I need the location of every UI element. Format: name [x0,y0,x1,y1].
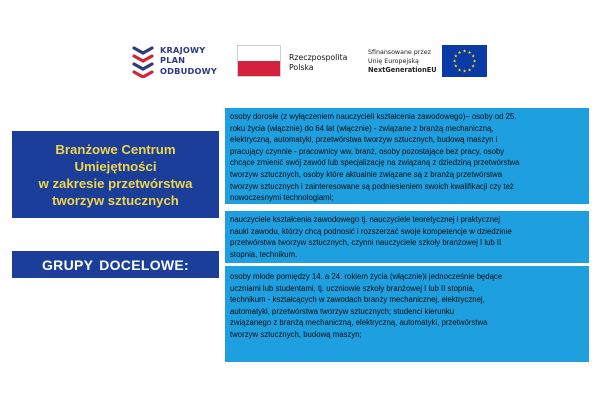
target-group-teachers: nauczyciele kształcenia zawodowego tj. nauczyciele teoretycznej i praktycznej nauki zawodu, którzy chcą podnosić i rozszerzać swoje kompetencje w dziedzinie przetwórstwa tworzyw sztucznych, czynni nauczyciele szkoły branżowej I lub II stopnia, technikum. [225,211,589,263]
logo-bar [0,0,600,100]
title-box [12,131,219,218]
page-title: Branżowe Centrum Umiejętności w zakresie przetwórstwa tworzyw sztucznych [38,141,193,208]
eu-star-icon: ★ [471,54,476,60]
target-groups-heading: GRUPY DOCELOWE: [41,256,190,273]
eu-star-icon: ★ [462,69,467,75]
target-group-adults: osoby dorosłe (z wyłączeniem nauczycieli kształcenia zawodowego)– osoby od 25. roku życia (włącznie) do 64 lat (włącznie) - związane z branżą mechaniczną, elektryczną, automatyki, przetwórstwa tworzyw sztucznych, budową maszyn i pracujący czynnie - pracownicy ww. branż, osoby pozostające bez pracy, osoby chcące zmienić swój zawód lub specjalizację na związaną z dziedziną przetwórstwa tworzyw sztucznych, osoby które aktualnie związane są z branżą przetwórstwa tworzyw sztucznych i zainteresowane są podniesieniem swoich kwalifikacji czy też nowoczesnymi technologiami; [225,108,589,204]
eu-star-icon: ★ [472,59,477,65]
target-group-young-people: osoby młode pomiędzy 14. a 24. rokiem życia (włącznie)i jednocześnie będące uczniami lub studentami, tj. uczniowie szkoły branżowej I lub II stopnia, technikum - kształcących w zawodach branży mechanicznej, elektrycznej, automatyki, przetwórstwa tworzyw sztucznych; studenci kierunku związanego z branżą mechaniczną, elektryczną, automatyki, przetwórstwa tworzyw sztucznych, budową maszyn; [225,266,589,362]
eu-star-icon: ★ [462,49,467,55]
eu-star-icon: ★ [452,59,457,65]
rp-logo [237,45,357,80]
polish-flag-icon [237,45,281,77]
eu-star-icon: ★ [467,68,472,74]
eu-flag-icon [442,45,487,77]
target-groups-heading-box [12,251,219,278]
rp-logo-text: Rzeczpospolita Polska [289,53,348,72]
eu-star-icon: ★ [453,54,458,60]
eu-logo [368,45,488,80]
eu-logo-text: Sfinansowane przez Unię Europejską NextGenerationEU [368,49,437,75]
eu-star-icon: ★ [453,64,458,70]
eu-star-icon: ★ [457,50,462,56]
kpo-logo [130,44,225,82]
kpo-logo-text: KRAJOWY PLAN ODBUDOWY [160,45,217,76]
eu-star-icon: ★ [471,64,476,70]
eu-star-icon: ★ [457,68,462,74]
kpo-logo-icon [130,46,156,78]
eu-star-icon: ★ [467,50,472,56]
